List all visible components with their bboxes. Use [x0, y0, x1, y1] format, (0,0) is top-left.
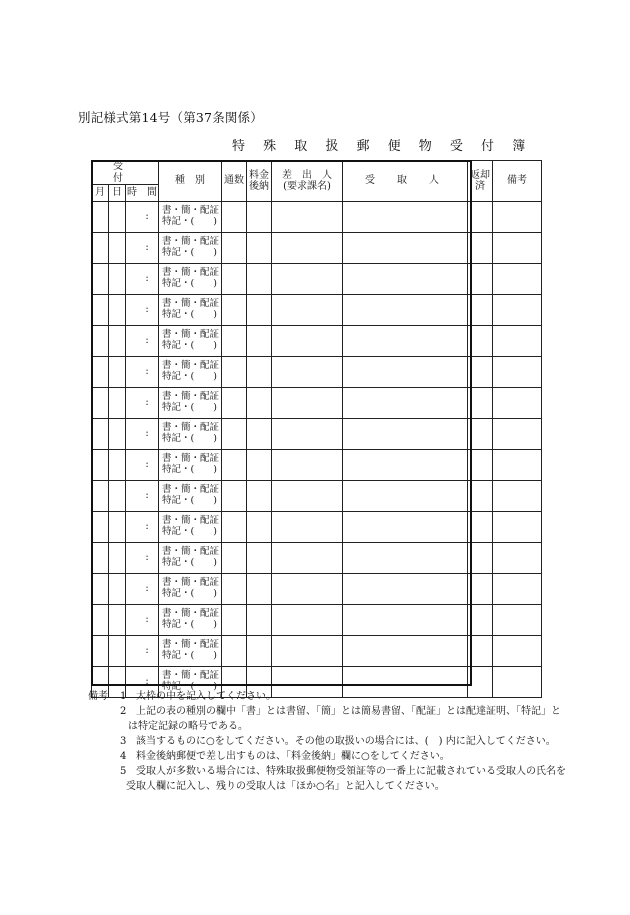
sender-cell[interactable]: [272, 233, 343, 264]
returned-cell[interactable]: [468, 233, 493, 264]
kind-other-option: 特記・( ): [162, 309, 217, 320]
remarks-cell[interactable]: [493, 512, 542, 543]
month-cell[interactable]: [92, 202, 109, 233]
remarks-cell[interactable]: [493, 605, 542, 636]
count-cell[interactable]: [222, 295, 247, 326]
returned-cell[interactable]: [468, 264, 493, 295]
remarks-cell[interactable]: [493, 326, 542, 357]
postage-deferred-cell[interactable]: [247, 574, 272, 605]
time-separator: :: [145, 459, 149, 471]
recipient-cell[interactable]: [343, 481, 468, 512]
kind-cell[interactable]: [159, 357, 222, 388]
table-row: [92, 636, 542, 667]
time-cell[interactable]: [126, 388, 159, 419]
time-separator: :: [145, 304, 149, 316]
remarks-cell[interactable]: [493, 202, 542, 233]
day-cell[interactable]: [109, 202, 126, 233]
kind-cell[interactable]: [159, 481, 222, 512]
kind-options: 書・簡・配証: [162, 267, 220, 279]
count-cell[interactable]: [222, 326, 247, 357]
recipient-cell[interactable]: [343, 202, 468, 233]
sender-cell[interactable]: [272, 388, 343, 419]
table-row: [92, 512, 542, 543]
header-time: 時 間: [126, 185, 159, 202]
table-row: [92, 264, 542, 295]
table-row: [92, 419, 542, 450]
returned-cell[interactable]: [468, 388, 493, 419]
postage-deferred-cell[interactable]: [247, 388, 272, 419]
day-cell[interactable]: [109, 481, 126, 512]
kind-options: 書・簡・配証: [162, 360, 220, 372]
time-cell[interactable]: [126, 450, 159, 481]
sender-cell[interactable]: [272, 419, 343, 450]
month-cell[interactable]: [92, 636, 109, 667]
recipient-cell[interactable]: [343, 233, 468, 264]
time-separator: :: [145, 273, 149, 285]
sender-cell[interactable]: [272, 202, 343, 233]
day-cell[interactable]: [109, 574, 126, 605]
time-separator: :: [145, 397, 149, 409]
kind-options: 書・簡・配証: [162, 639, 220, 651]
kind-options: 書・簡・配証: [162, 453, 220, 465]
kind-other-option: 特記・( ): [162, 433, 217, 444]
table-row: [92, 202, 542, 233]
recipient-cell[interactable]: [343, 295, 468, 326]
time-cell[interactable]: [126, 202, 159, 233]
count-cell[interactable]: [222, 388, 247, 419]
kind-other-option: 特記・( ): [162, 495, 217, 506]
kind-options: 書・簡・配証: [162, 422, 220, 434]
remarks-cell[interactable]: [493, 543, 542, 574]
kind-cell[interactable]: [159, 264, 222, 295]
returned-cell[interactable]: [468, 202, 493, 233]
postage-deferred-cell[interactable]: [247, 543, 272, 574]
time-separator: :: [145, 428, 149, 440]
returned-cell[interactable]: [468, 295, 493, 326]
kind-options: 書・簡・配証: [162, 670, 220, 682]
kind-other-option: 特記・( ): [162, 371, 217, 382]
header-received: 受 付: [92, 161, 159, 185]
returned-cell[interactable]: [468, 543, 493, 574]
count-cell[interactable]: [222, 636, 247, 667]
time-separator: :: [145, 211, 149, 223]
recipient-cell[interactable]: [343, 357, 468, 388]
count-cell[interactable]: [222, 357, 247, 388]
day-cell[interactable]: [109, 388, 126, 419]
time-separator: :: [145, 552, 149, 564]
returned-cell[interactable]: [468, 636, 493, 667]
postage-deferred-cell[interactable]: [247, 512, 272, 543]
returned-cell[interactable]: [468, 574, 493, 605]
sender-cell[interactable]: [272, 357, 343, 388]
month-cell[interactable]: [92, 419, 109, 450]
kind-options: 書・簡・配証: [162, 515, 220, 527]
kind-other-option: 特記・( ): [162, 681, 217, 692]
table-row: [92, 450, 542, 481]
remarks-cell[interactable]: [493, 388, 542, 419]
remarks-cell[interactable]: [493, 667, 542, 698]
time-cell[interactable]: [126, 295, 159, 326]
recipient-cell[interactable]: [343, 605, 468, 636]
form-reference: 別記様式第14号（第37条関係）: [78, 110, 264, 125]
recipient-cell[interactable]: [343, 326, 468, 357]
table-row: [92, 233, 542, 264]
time-cell[interactable]: [126, 419, 159, 450]
count-cell[interactable]: [222, 605, 247, 636]
day-cell[interactable]: [109, 636, 126, 667]
kind-cell[interactable]: [159, 450, 222, 481]
ledger-table: [91, 160, 542, 698]
day-cell[interactable]: [109, 295, 126, 326]
month-cell[interactable]: [92, 264, 109, 295]
kind-options: 書・簡・配証: [162, 608, 220, 620]
month-cell[interactable]: [92, 512, 109, 543]
header-remarks: 備考: [493, 161, 542, 202]
time-separator: :: [145, 583, 149, 595]
kind-other-option: 特記・( ): [162, 402, 217, 413]
count-cell[interactable]: [222, 264, 247, 295]
time-cell[interactable]: [126, 326, 159, 357]
time-separator: :: [145, 490, 149, 502]
remarks-cell[interactable]: [493, 295, 542, 326]
day-cell[interactable]: [109, 419, 126, 450]
kind-options: 書・簡・配証: [162, 298, 220, 310]
kind-options: 書・簡・配証: [162, 329, 220, 341]
count-cell[interactable]: [222, 233, 247, 264]
postage-deferred-cell[interactable]: [247, 481, 272, 512]
sender-cell[interactable]: [272, 295, 343, 326]
table-row: [92, 605, 542, 636]
day-cell[interactable]: [109, 264, 126, 295]
recipient-cell[interactable]: [343, 667, 468, 698]
day-cell[interactable]: [109, 450, 126, 481]
time-cell[interactable]: [126, 543, 159, 574]
kind-options: 書・簡・配証: [162, 577, 220, 589]
sender-cell[interactable]: [272, 326, 343, 357]
postage-deferred-cell[interactable]: [247, 233, 272, 264]
kind-cell[interactable]: [159, 636, 222, 667]
postage-deferred-cell[interactable]: [247, 419, 272, 450]
month-cell[interactable]: [92, 233, 109, 264]
kind-options: 書・簡・配証: [162, 546, 220, 558]
postage-deferred-cell[interactable]: [247, 605, 272, 636]
time-cell[interactable]: [126, 605, 159, 636]
count-cell[interactable]: [222, 574, 247, 605]
time-separator: :: [145, 242, 149, 254]
month-cell[interactable]: [92, 388, 109, 419]
returned-cell[interactable]: [468, 605, 493, 636]
table-row: [92, 326, 542, 357]
kind-cell[interactable]: [159, 512, 222, 543]
remarks-cell[interactable]: [493, 357, 542, 388]
day-cell[interactable]: [109, 605, 126, 636]
month-cell[interactable]: [92, 605, 109, 636]
recipient-cell[interactable]: [343, 419, 468, 450]
kind-cell[interactable]: [159, 295, 222, 326]
header-postage-deferred: 料金 後納: [247, 161, 272, 202]
day-cell[interactable]: [109, 326, 126, 357]
table-row: [92, 388, 542, 419]
kind-options: 書・簡・配証: [162, 205, 220, 217]
kind-cell[interactable]: [159, 605, 222, 636]
kind-other-option: 特記・( ): [162, 340, 217, 351]
count-cell[interactable]: [222, 512, 247, 543]
sender-cell[interactable]: [272, 636, 343, 667]
remarks-cell[interactable]: [493, 419, 542, 450]
kind-options: 書・簡・配証: [162, 236, 220, 248]
kind-options: 書・簡・配証: [162, 391, 220, 403]
recipient-cell[interactable]: [343, 636, 468, 667]
kind-other-option: 特記・( ): [162, 557, 217, 568]
postage-deferred-cell[interactable]: [247, 326, 272, 357]
sender-cell[interactable]: [272, 450, 343, 481]
returned-cell[interactable]: [468, 667, 493, 698]
table-row: [92, 481, 542, 512]
time-cell[interactable]: [126, 574, 159, 605]
remarks-cell[interactable]: [493, 450, 542, 481]
time-separator: :: [145, 676, 149, 688]
kind-cell[interactable]: [159, 419, 222, 450]
sender-cell[interactable]: [272, 481, 343, 512]
time-separator: :: [145, 614, 149, 626]
count-cell[interactable]: [222, 481, 247, 512]
count-cell[interactable]: [222, 419, 247, 450]
header-kind: 種 別: [159, 161, 222, 202]
month-cell[interactable]: [92, 295, 109, 326]
recipient-cell[interactable]: [343, 450, 468, 481]
time-cell[interactable]: [126, 636, 159, 667]
kind-cell[interactable]: [159, 202, 222, 233]
sender-cell[interactable]: [272, 264, 343, 295]
count-cell[interactable]: [222, 450, 247, 481]
kind-other-option: 特記・( ): [162, 526, 217, 537]
returned-cell[interactable]: [468, 419, 493, 450]
sender-cell[interactable]: [272, 667, 343, 698]
sender-cell[interactable]: [272, 512, 343, 543]
remarks-cell[interactable]: [493, 636, 542, 667]
recipient-cell[interactable]: [343, 512, 468, 543]
header-returned: 返却 済: [468, 161, 493, 202]
kind-cell[interactable]: [159, 326, 222, 357]
returned-cell[interactable]: [468, 326, 493, 357]
header-count: 通数: [222, 161, 247, 202]
kind-other-option: 特記・( ): [162, 619, 217, 630]
kind-cell[interactable]: [159, 233, 222, 264]
header-sender: 差 出 人 (要求課名): [272, 161, 343, 202]
count-cell[interactable]: [222, 543, 247, 574]
time-separator: :: [145, 521, 149, 533]
kind-other-option: 特記・( ): [162, 650, 217, 661]
count-cell[interactable]: [222, 202, 247, 233]
notes-heading: 備考: [88, 691, 108, 702]
returned-cell[interactable]: [468, 512, 493, 543]
kind-options: 書・簡・配証: [162, 484, 220, 496]
day-cell[interactable]: [109, 512, 126, 543]
recipient-cell[interactable]: [343, 264, 468, 295]
remarks-cell[interactable]: [493, 233, 542, 264]
sender-cell[interactable]: [272, 543, 343, 574]
header-month: 月: [92, 185, 109, 202]
time-cell[interactable]: [126, 264, 159, 295]
table-row: [92, 543, 542, 574]
month-cell[interactable]: [92, 543, 109, 574]
kind-other-option: 特記・( ): [162, 588, 217, 599]
kind-other-option: 特記・( ): [162, 464, 217, 475]
month-cell[interactable]: [92, 450, 109, 481]
table-row: [92, 574, 542, 605]
sender-cell[interactable]: [272, 605, 343, 636]
postage-deferred-cell[interactable]: [247, 636, 272, 667]
postage-deferred-cell[interactable]: [247, 264, 272, 295]
page-title: 特 殊 取 扱 郵 便 物 受 付 簿: [232, 139, 533, 154]
time-separator: :: [145, 335, 149, 347]
recipient-cell[interactable]: [343, 574, 468, 605]
postage-deferred-cell[interactable]: [247, 450, 272, 481]
header-day: 日: [109, 185, 126, 202]
day-cell[interactable]: [109, 543, 126, 574]
time-separator: :: [145, 366, 149, 378]
month-cell[interactable]: [92, 574, 109, 605]
time-cell[interactable]: [126, 357, 159, 388]
month-cell[interactable]: [92, 326, 109, 357]
kind-cell[interactable]: [159, 388, 222, 419]
postage-deferred-cell[interactable]: [247, 357, 272, 388]
time-cell[interactable]: [126, 481, 159, 512]
postage-deferred-cell[interactable]: [247, 202, 272, 233]
returned-cell[interactable]: [468, 450, 493, 481]
remarks-cell[interactable]: [493, 264, 542, 295]
month-cell[interactable]: [92, 357, 109, 388]
month-cell[interactable]: [92, 481, 109, 512]
remarks-cell[interactable]: [493, 574, 542, 605]
kind-other-option: 特記・( ): [162, 278, 217, 289]
table-row: [92, 295, 542, 326]
returned-cell[interactable]: [468, 357, 493, 388]
table-row: [92, 357, 542, 388]
sender-cell[interactable]: [272, 574, 343, 605]
kind-other-option: 特記・( ): [162, 216, 217, 227]
kind-other-option: 特記・( ): [162, 247, 217, 258]
recipient-cell[interactable]: [343, 388, 468, 419]
day-cell[interactable]: [109, 357, 126, 388]
remarks-cell[interactable]: [493, 481, 542, 512]
time-separator: :: [145, 645, 149, 657]
day-cell[interactable]: [109, 233, 126, 264]
header-recipient: 受 取 人: [343, 161, 468, 202]
time-cell[interactable]: [126, 512, 159, 543]
postage-deferred-cell[interactable]: [247, 295, 272, 326]
kind-cell[interactable]: [159, 574, 222, 605]
time-cell[interactable]: [126, 233, 159, 264]
returned-cell[interactable]: [468, 481, 493, 512]
recipient-cell[interactable]: [343, 543, 468, 574]
kind-cell[interactable]: [159, 543, 222, 574]
